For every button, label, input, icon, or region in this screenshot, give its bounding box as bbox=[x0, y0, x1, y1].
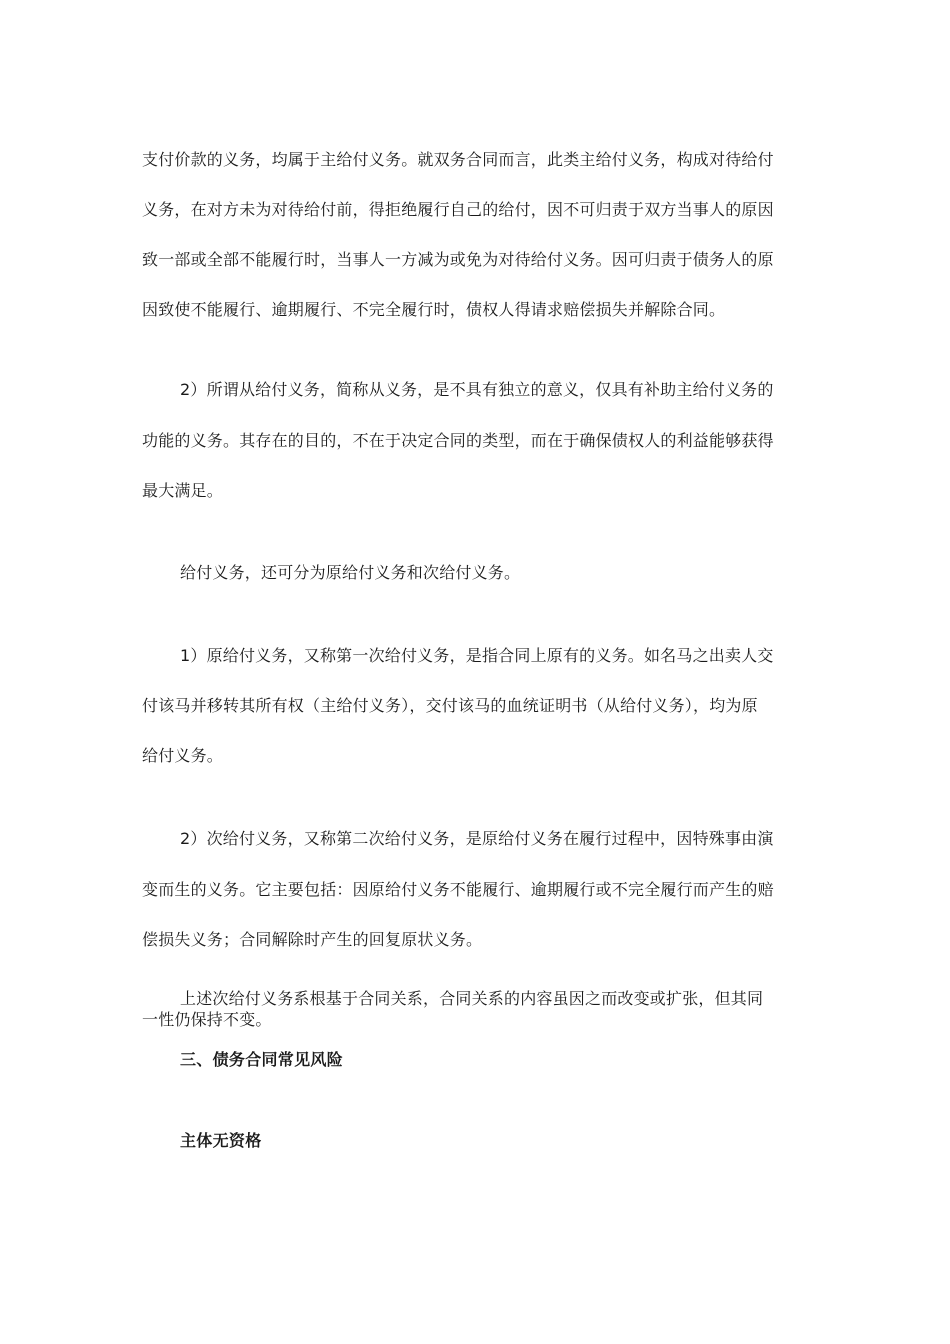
paragraph-4-line-1: 1）原给付义务，又称第一次给付义务，是指合同上原有的义务。如名马之出卖人交 bbox=[180, 646, 774, 665]
section-heading-risks: 三、债务合同常见风险 bbox=[180, 1050, 344, 1069]
paragraph-1-line-1: 支付价款的义务，均属于主给付义务。就双务合同而言，此类主给付义务，构成对待给付 bbox=[142, 150, 774, 169]
paragraph-1-line-3: 致一部或全部不能履行时，当事人一方减为或免为对待给付义务。因可归责于债务人的原 bbox=[142, 250, 774, 269]
paragraph-1-line-2: 义务，在对方未为对待给付前，得拒绝履行自己的给付，因不可归责于双方当事人的原因 bbox=[142, 200, 774, 219]
paragraph-2-line-2: 功能的义务。其存在的目的，不在于决定合同的类型，而在于确保债权人的利益能够获得 bbox=[142, 431, 774, 450]
paragraph-2-line-3: 最大满足。 bbox=[142, 481, 224, 500]
paragraph-4-line-3: 给付义务。 bbox=[142, 746, 224, 765]
paragraph-5-line-2: 变而生的义务。它主要包括：因原给付义务不能履行、逾期履行或不完全履行而产生的赔 bbox=[142, 880, 774, 899]
paragraph-1-line-4: 因致使不能履行、逾期履行、不完全履行时，债权人得请求赔偿损失并解除合同。 bbox=[142, 300, 726, 319]
subheading-subject-unqualified: 主体无资格 bbox=[180, 1131, 262, 1150]
paragraph-3-line-1: 给付义务，还可分为原给付义务和次给付义务。 bbox=[180, 563, 521, 582]
paragraph-6-line-2: 一性仍保持不变。 bbox=[142, 1010, 272, 1029]
paragraph-5-line-1: 2）次给付义务，又称第二次给付义务，是原给付义务在履行过程中，因特殊事由演 bbox=[180, 829, 774, 848]
paragraph-2-line-1: 2）所谓从给付义务，简称从义务，是不具有独立的意义，仅具有补助主给付义务的 bbox=[180, 380, 774, 399]
paragraph-6-line-1: 上述次给付义务系根基于合同关系，合同关系的内容虽因之而改变或扩张，但其同 bbox=[180, 989, 764, 1008]
paragraph-4-line-2: 付该马并移转其所有权（主给付义务），交付该马的血统证明书（从给付义务），均为原 bbox=[142, 696, 758, 715]
paragraph-5-line-3: 偿损失义务；合同解除时产生的回复原状义务。 bbox=[142, 930, 483, 949]
